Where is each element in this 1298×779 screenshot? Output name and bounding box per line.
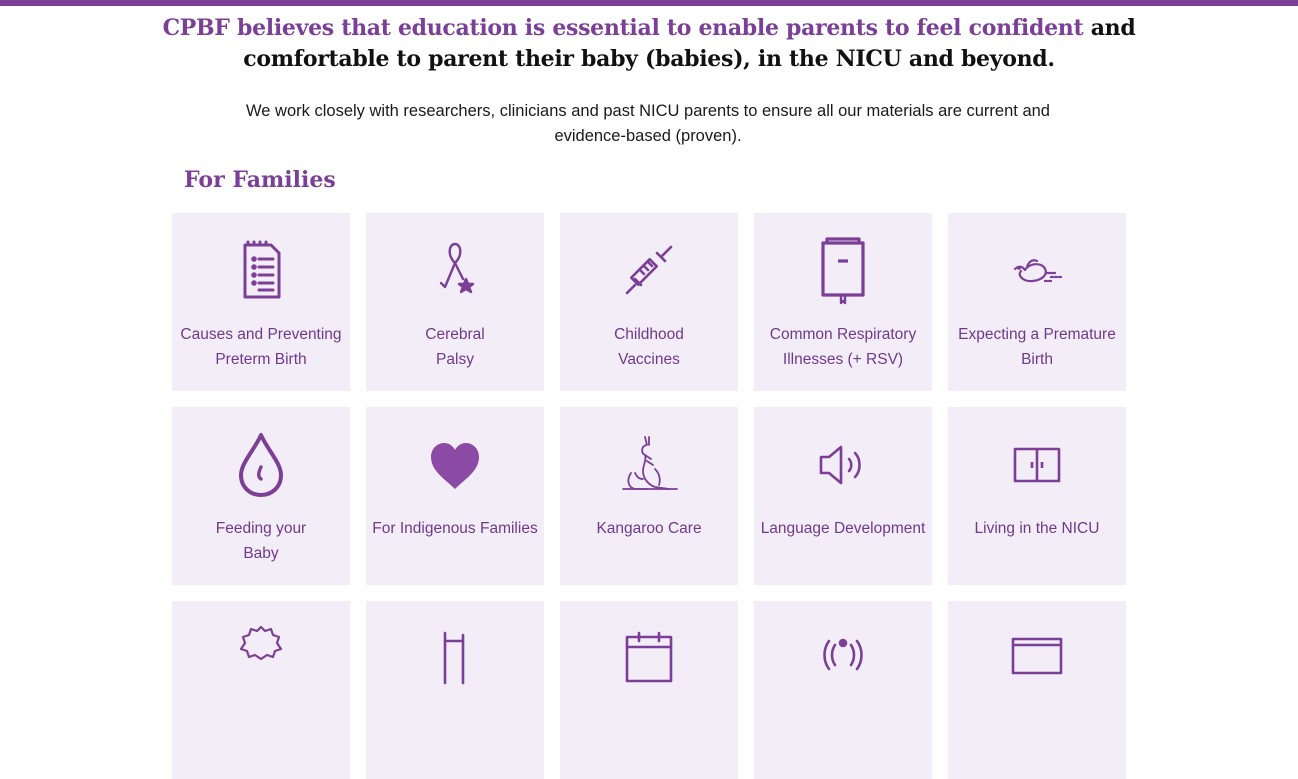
section-title: For Families bbox=[184, 167, 336, 193]
ribbon-icon bbox=[419, 235, 491, 307]
building-icon bbox=[419, 623, 491, 695]
topic-card-label: Common Respiratory Illnesses (+ RSV) bbox=[769, 326, 917, 368]
topic-card-feeding-your-baby[interactable] bbox=[172, 407, 350, 585]
calendar-icon bbox=[613, 623, 685, 695]
topic-card-label: Feeding your Baby bbox=[215, 520, 307, 562]
topic-card-cerebral-palsy[interactable] bbox=[366, 213, 544, 391]
topic-card-label bbox=[564, 710, 734, 735]
syringe-icon bbox=[613, 235, 685, 307]
intro-paragraph bbox=[210, 99, 1086, 149]
topic-card-row3-4[interactable] bbox=[754, 601, 932, 779]
topic-card-label bbox=[370, 710, 540, 735]
topic-card-label bbox=[952, 710, 1122, 735]
badge-icon bbox=[225, 623, 297, 695]
headline-text-part1: and bbox=[1090, 15, 1136, 41]
topic-card-row3-3[interactable] bbox=[560, 601, 738, 779]
topic-card-label: For Indigenous Families bbox=[372, 520, 538, 537]
topic-card-label: Language Development bbox=[760, 520, 926, 537]
topic-card-label bbox=[176, 710, 346, 735]
booklet-icon bbox=[807, 235, 879, 307]
headline-accent-text: CPBF believes that education is essential to enable parents to feel confident bbox=[162, 15, 1084, 41]
headline-text-part2: comfortable to parent their baby (babies), in the NICU and beyond. bbox=[243, 46, 1055, 72]
topic-card-language-development[interactable] bbox=[754, 407, 932, 585]
topic-card-living-in-the-nicu[interactable] bbox=[948, 407, 1126, 585]
intro-line-1: We work closely with researchers, clinicians and past NICU parents to ensure all our materials are current and bbox=[246, 102, 1050, 120]
topic-card-row3-1[interactable] bbox=[172, 601, 350, 779]
topic-card-row3-2[interactable] bbox=[366, 601, 544, 779]
droplet-icon bbox=[225, 429, 297, 501]
topic-card-label: Cerebral Palsy bbox=[425, 326, 485, 368]
heart-icon bbox=[419, 429, 491, 501]
checklist-icon bbox=[225, 235, 297, 307]
topic-grid bbox=[172, 213, 1126, 779]
topic-card-label: Expecting a Premature Birth bbox=[958, 326, 1116, 368]
topic-card-kangaroo-care[interactable] bbox=[560, 407, 738, 585]
bird-icon bbox=[1001, 235, 1073, 307]
door-icon bbox=[1001, 429, 1073, 501]
topic-card-for-indigenous-families[interactable] bbox=[366, 407, 544, 585]
topic-card-row3-5[interactable] bbox=[948, 601, 1126, 779]
top-accent-bar bbox=[0, 0, 1298, 6]
topic-card-causes-preventing-preterm-birth[interactable] bbox=[172, 213, 350, 391]
intro-line-2: evidence-based (proven). bbox=[554, 127, 742, 145]
topic-card-label: Kangaroo Care bbox=[596, 520, 702, 537]
monitor-icon bbox=[1001, 623, 1073, 695]
topic-card-common-respiratory-illnesses[interactable] bbox=[754, 213, 932, 391]
speaker-icon bbox=[807, 429, 879, 501]
topic-card-label: Causes and Preventing Preterm Birth bbox=[180, 326, 342, 368]
signal-icon bbox=[807, 623, 879, 695]
topic-card-label: Living in the NICU bbox=[974, 520, 1100, 537]
topic-card-label: Childhood Vaccines bbox=[614, 326, 684, 368]
page-headline bbox=[0, 13, 1298, 75]
topic-card-expecting-premature-birth[interactable] bbox=[948, 213, 1126, 391]
topic-card-label bbox=[758, 710, 928, 735]
kangaroo-icon bbox=[613, 429, 685, 501]
topic-card-childhood-vaccines[interactable] bbox=[560, 213, 738, 391]
